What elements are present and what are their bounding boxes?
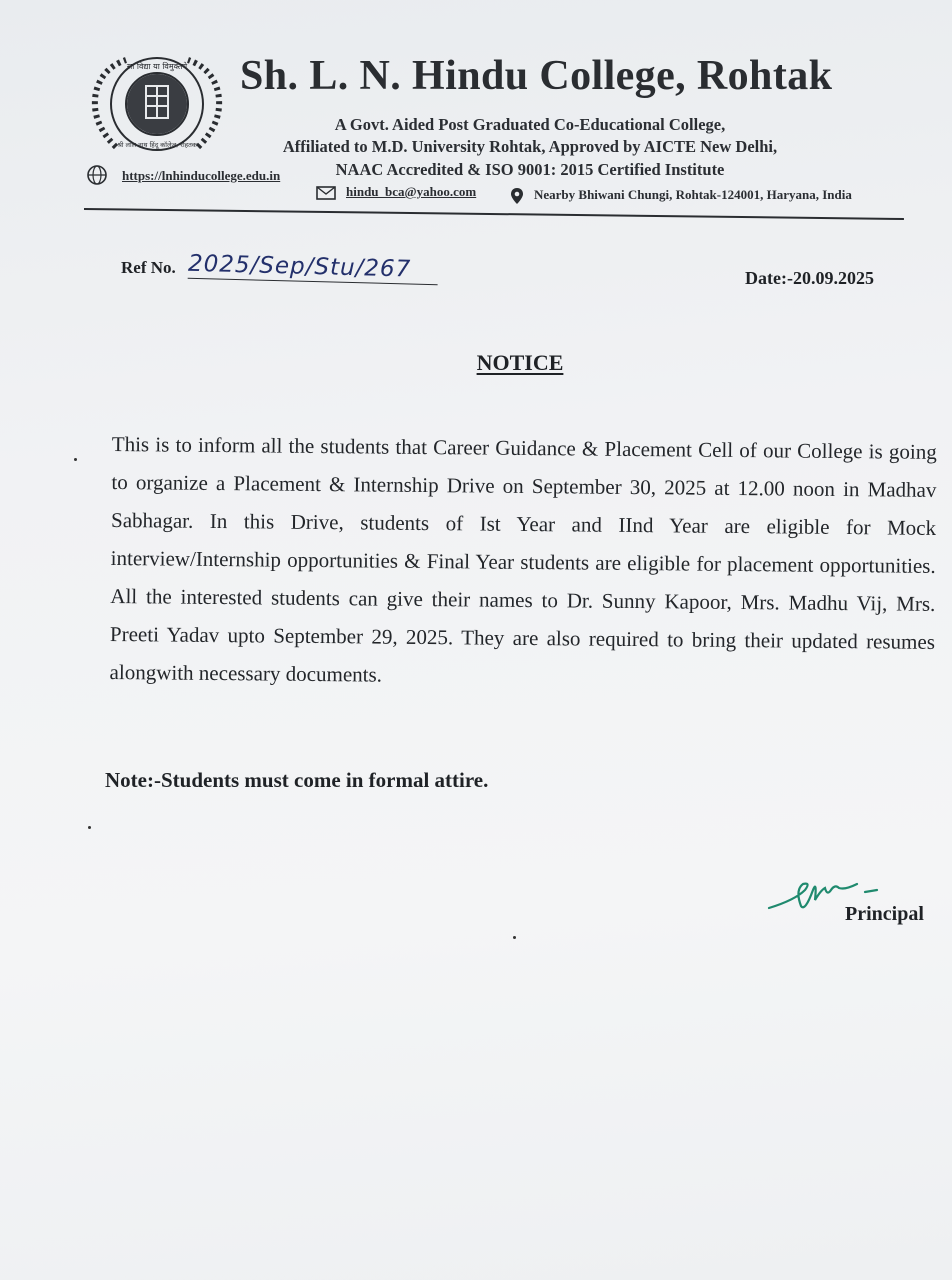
ref-number: 2025/Sep/Stu/267 [188, 251, 439, 286]
signatory-title: Principal [845, 903, 924, 925]
notice-title: NOTICE [476, 350, 564, 375]
paper-speck [513, 936, 516, 939]
college-name: Sh. L. N. Hindu College, Rohtak [240, 53, 833, 99]
globe-icon [86, 164, 108, 186]
email-contact [316, 184, 476, 200]
college-emblem [86, 52, 228, 158]
paper-speck [88, 826, 91, 829]
paper-speck [74, 458, 77, 461]
website-link[interactable]: https://lnhinducollege.edu.in [122, 167, 281, 183]
tagline-line-1: A Govt. Aided Post Graduated Co-Educational College, [334, 115, 726, 134]
svg-text:सा विद्या या विमुक्तये: सा विद्या या विमुक्तये [126, 62, 188, 71]
mail-icon [316, 186, 336, 200]
tagline-line-3: NAAC Accredited & ISO 9001: 2015 Certified Institute [335, 160, 725, 179]
address-text: Nearby Bhiwani Chungi, Rohtak-124001, Haryana, India [534, 187, 852, 202]
svg-text:श्री लाल नाथ हिंदू कॉलेज, रोहत: श्री लाल नाथ हिंदू कॉलेज, रोहतक [117, 141, 197, 149]
address-contact [510, 187, 852, 205]
ref-label: Ref No. [121, 258, 176, 277]
attire-note: Note:-Students must come in formal attire. [105, 768, 489, 792]
website-contact [86, 164, 281, 186]
notice-body: This is to inform all the students that Career Guidance & Placement Cell of our College is going to organize a Placement & Internship Drive on September 30, 2025 at 12.00 noon in Madhav Sabhagar. In this Drive, students of Ist Year and IInd Year are eligible for Mock interview/Internship opportunities & Final Year students are eligible for placement opportunities. All the interested students can give their names to Dr. Sunny Kapoor, Mrs. Madhu Vij, Mrs. Preeti Yadav upto September 29, 2025. They are also required to bring their updated resumes alongwith necessary documents. [109, 431, 937, 687]
header-divider [84, 208, 904, 220]
notice-date: Date:-20.09.2025 [745, 268, 874, 288]
tagline-line-2: Affiliated to M.D. University Rohtak, Approved by AICTE New Delhi, [282, 137, 778, 156]
email-link[interactable]: hindu_bca@yahoo.com [346, 184, 477, 199]
location-pin-icon [510, 187, 524, 205]
